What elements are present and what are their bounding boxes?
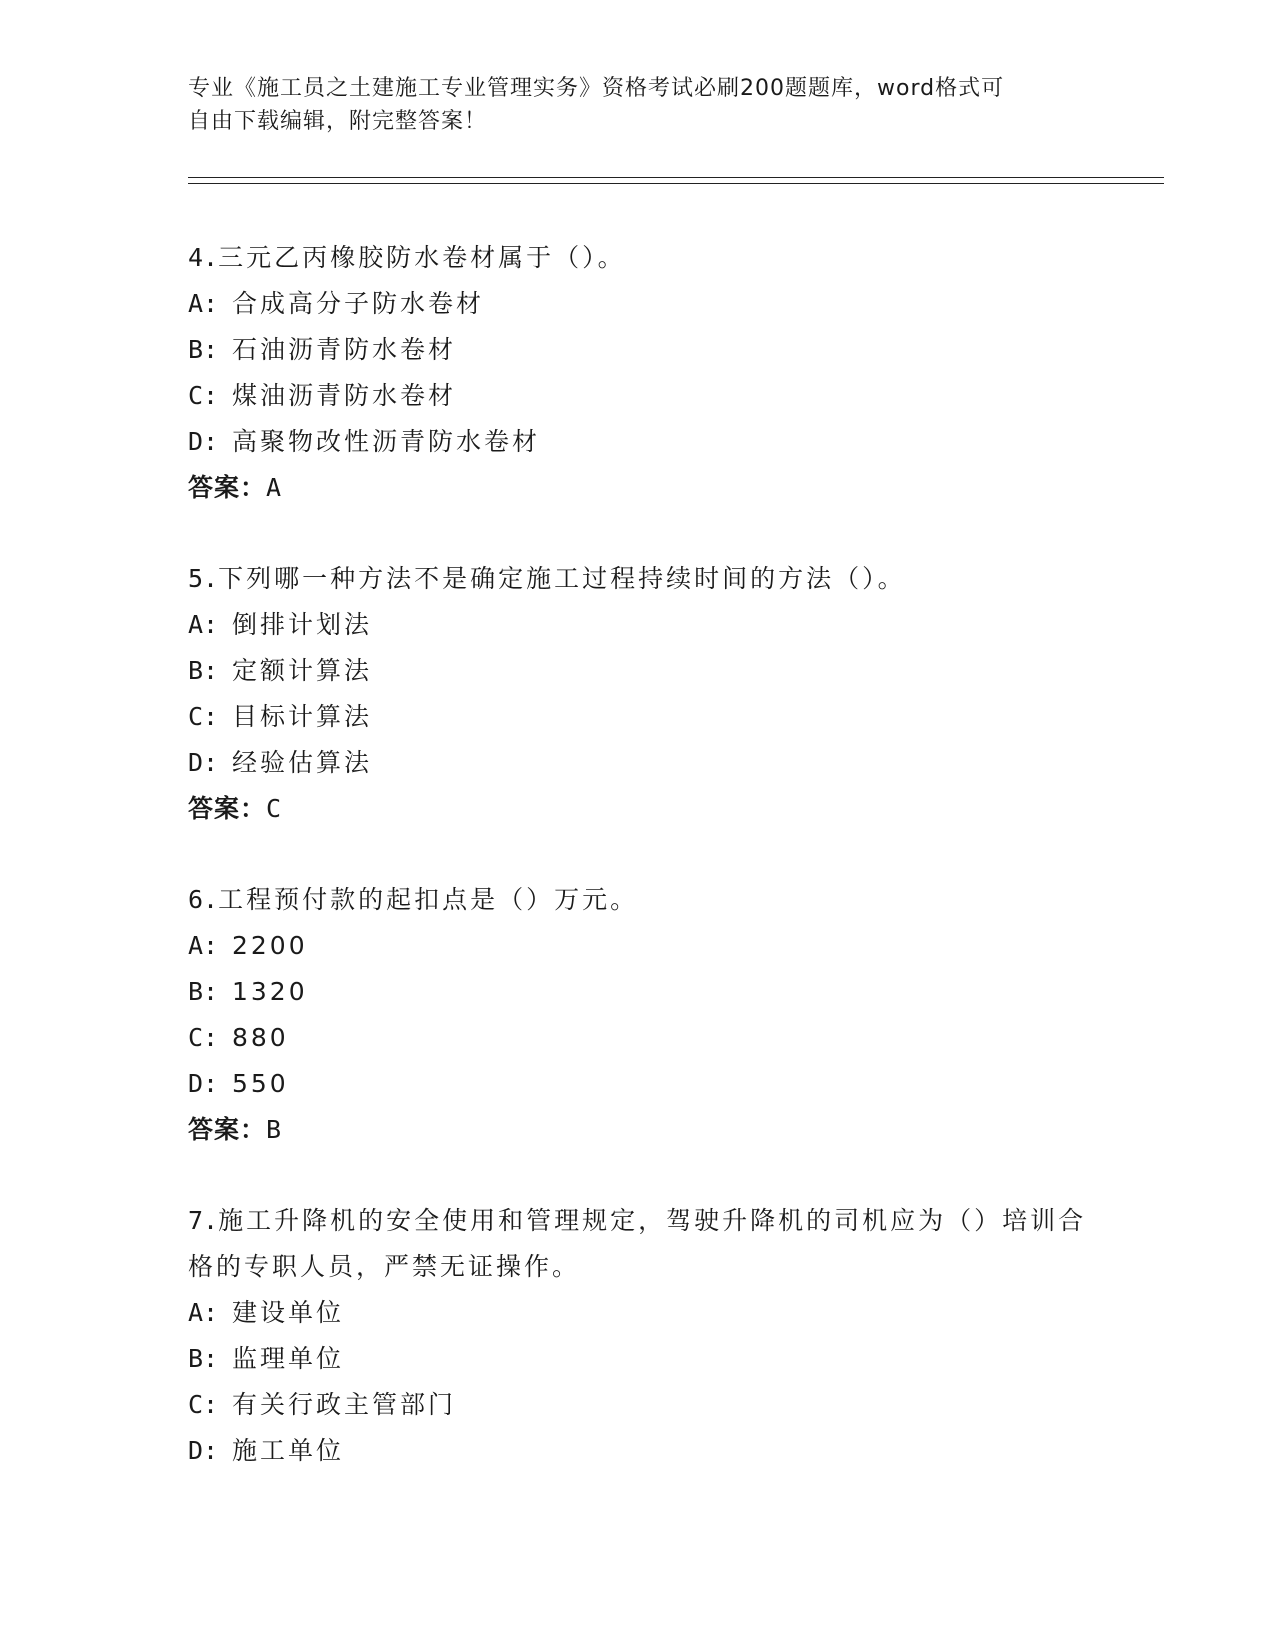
option-text: 880 [232,1023,289,1052]
option-b [188,969,1088,1015]
option-a [188,923,1088,969]
option-key: D: [188,1069,219,1098]
option-key: A: [188,289,219,318]
question-text: 下列哪一种方法不是确定施工过程持续时间的方法（）。 [218,564,906,593]
option-b [188,648,1088,694]
question-number: 4. [188,243,219,272]
option-key: B: [188,335,219,364]
option-key: A: [188,1298,219,1327]
option-text: 倒排计划法 [232,610,373,639]
question-text: 施工升降机的安全使用和管理规定，驾驶升降机的司机应为（）培训合格的专职人员，严禁无证操作。 [188,1206,1087,1281]
option-c [188,1015,1088,1061]
option-d [188,1428,1088,1474]
option-text: 煤油沥青防水卷材 [232,381,457,410]
option-key: B: [188,1344,219,1373]
option-key: A: [188,931,219,960]
question-stem [188,877,1088,923]
option-key: C: [188,1390,219,1419]
question-number: 6. [188,885,219,914]
option-key: B: [188,977,219,1006]
option-text: 施工单位 [232,1436,345,1465]
option-key: B: [188,656,219,685]
option-text: 1320 [232,977,308,1006]
answer-label: 答案： [188,473,267,502]
question-stem [188,556,1088,602]
header-line-1: 专业《施工员之土建施工专业管理实务》资格考试必刷200题题库，word格式可 [188,76,1005,101]
option-text: 监理单位 [232,1344,345,1373]
answer-line [188,1107,1088,1153]
option-key: C: [188,1023,219,1052]
option-c [188,373,1088,419]
option-key: C: [188,381,219,410]
question-text: 三元乙丙橡胶防水卷材属于（）。 [218,243,626,272]
question-number: 5. [188,564,219,593]
document-header [188,72,1068,138]
question-text: 工程预付款的起扣点是（）万元。 [218,885,639,914]
answer-value: A [266,473,283,502]
option-a [188,602,1088,648]
option-key: D: [188,1436,219,1465]
option-text: 经验估算法 [232,748,373,777]
question-6 [188,877,1088,1153]
question-4 [188,235,1088,511]
option-text: 高聚物改性沥青防水卷材 [232,427,541,456]
option-text: 550 [232,1069,289,1098]
option-key: D: [188,427,219,456]
question-stem [188,1198,1088,1290]
option-text: 定额计算法 [232,656,373,685]
answer-line [188,786,1088,832]
option-c [188,694,1088,740]
option-d [188,740,1088,786]
option-d [188,419,1088,465]
question-number: 7. [188,1206,219,1235]
option-a [188,281,1088,327]
question-5 [188,556,1088,832]
header-divider-bottom [188,183,1164,184]
header-line-2: 自由下载编辑，附完整答案！ [188,109,488,134]
option-b [188,1336,1088,1382]
option-text: 2200 [232,931,308,960]
option-text: 目标计算法 [232,702,373,731]
option-a [188,1290,1088,1336]
option-text: 合成高分子防水卷材 [232,289,485,318]
answer-line [188,465,1088,511]
question-7 [188,1198,1088,1474]
option-text: 有关行政主管部门 [232,1390,457,1419]
option-text: 建设单位 [232,1298,345,1327]
option-d [188,1061,1088,1107]
option-b [188,327,1088,373]
answer-value: B [266,1115,283,1144]
answer-label: 答案： [188,794,267,823]
header-divider-top [188,177,1164,178]
option-c [188,1382,1088,1428]
option-key: A: [188,610,219,639]
option-key: D: [188,748,219,777]
question-stem [188,235,1088,281]
option-text: 石油沥青防水卷材 [232,335,457,364]
answer-label: 答案： [188,1115,267,1144]
option-key: C: [188,702,219,731]
answer-value: C [266,794,283,823]
